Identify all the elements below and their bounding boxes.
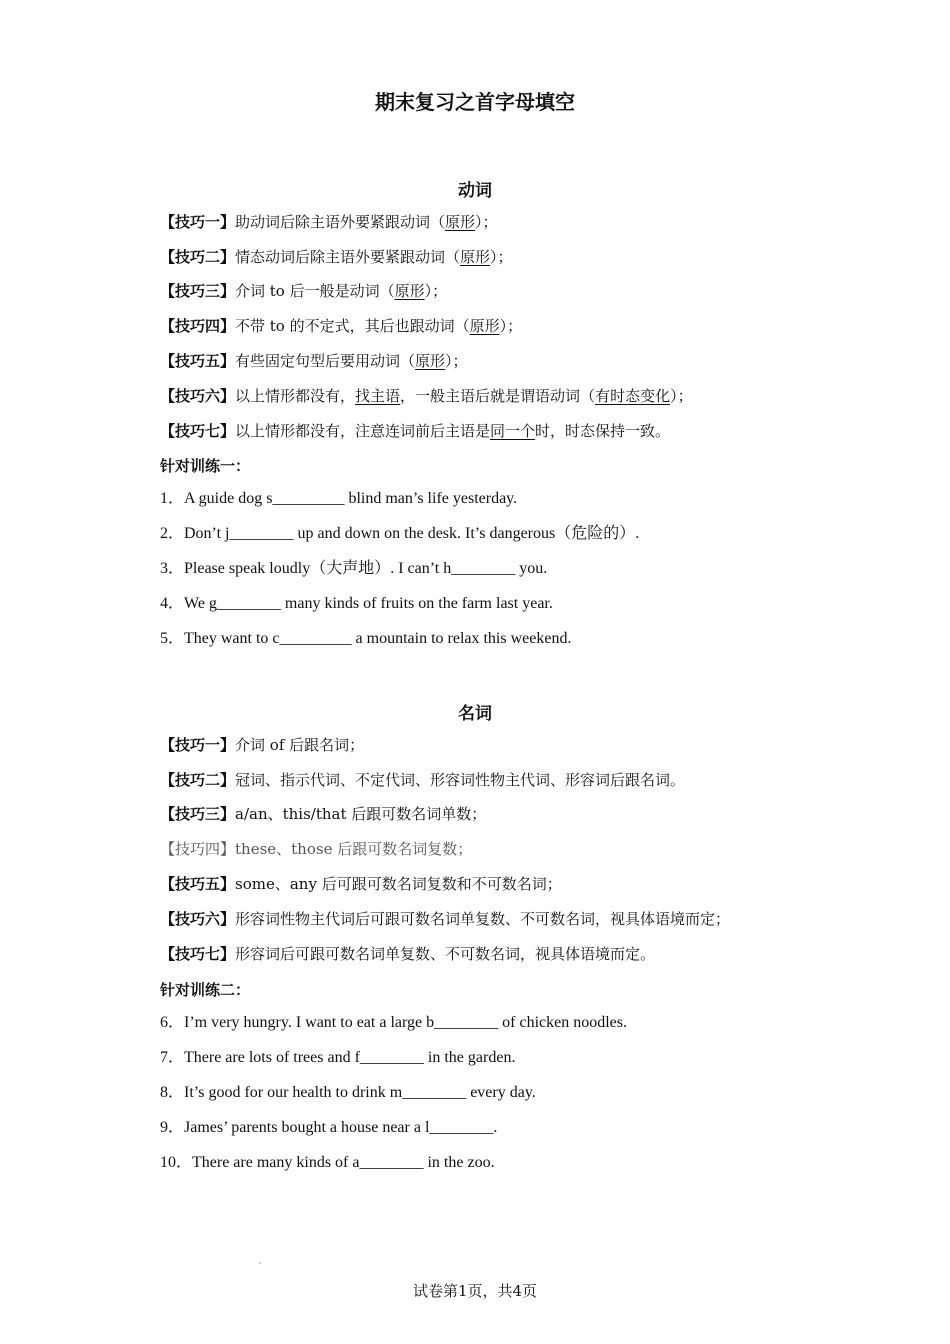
noun-tip-1: 【技巧一】介词 of 后跟名词； [160,736,365,754]
section-heading-noun: 名词 [458,704,492,724]
verb-tip-7: 【技巧七】以上情形都没有，注意连词前后主语是同一个时，时态保持一致。 [160,422,671,440]
tip-label: 【技巧七】 [160,422,236,440]
section-heading-verb: 动词 [458,181,492,201]
question-4: 4．We g________ many kinds of fruits on the farm last year. [160,595,553,612]
noun-tip-2: 【技巧二】冠词、指示代词、不定代词、形容词性物主代词、形容词后跟名词。 [160,771,686,789]
question-3: 3．Please speak loudly（大声地）. I can’t h________ you. [160,560,548,577]
tip-label: 【技巧三】 [160,805,236,823]
question-1: 1．A guide dog s_________ blind man’s life yesterday. [160,490,518,507]
tip-label: 【技巧七】 [160,945,236,963]
tip-label: 【技巧三】 [160,282,236,300]
tip-label: 【技巧六】 [160,387,236,405]
verb-tip-4: 【技巧四】不带 to 的不定式，其后也跟动词（原形）； [160,317,523,335]
verb-tip-3: 【技巧三】介词 to 后一般是动词（原形）； [160,282,448,300]
tip-label: 【技巧一】 [160,736,236,754]
tip-label: 【技巧六】 [160,910,236,928]
speck-mark [259,1262,261,1264]
noun-tip-5: 【技巧五】some、any 后可跟可数名词复数和不可数名词； [160,875,562,893]
tip-label: 【技巧一】 [160,213,236,231]
tip-label: 【技巧二】 [160,771,236,789]
verb-tip-2: 【技巧二】情态动词后除主语外要紧跟动词（原形）； [160,248,513,266]
tip-label: 【技巧二】 [160,248,236,266]
noun-tip-6: 【技巧六】形容词性物主代词后可跟可数名词单复数、不可数名词，视具体语境而定； [160,910,731,928]
noun-tip-4: 【技巧四】these、those 后跟可数名词复数； [160,840,473,858]
question-6: 6．I’m very hungry. I want to eat a large b________ of chicken noodles. [160,1014,627,1031]
question-8: 8．It’s good for our health to drink m________ every day. [160,1084,536,1101]
verb-tip-5: 【技巧五】有些固定句型后要用动词（原形）； [160,352,468,370]
page-title: 期末复习之首字母填空 [375,90,575,114]
noun-tip-7: 【技巧七】形容词后可跟可数名词单复数、不可数名词，视具体语境而定。 [160,945,656,963]
practice-label-1: 针对训练一： [160,457,251,475]
tip-label: 【技巧四】 [160,317,236,335]
question-7: 7．There are lots of trees and f________ in the garden. [160,1049,516,1066]
practice-label-2: 针对训练二： [160,981,251,999]
page-footer: 试卷第1页，共4页 [412,1282,538,1300]
question-10: 10．There are many kinds of a________ in the zoo. [160,1154,495,1171]
question-5: 5．They want to c_________ a mountain to relax this weekend. [160,630,572,647]
tip-label: 【技巧五】 [160,352,236,370]
verb-tip-1: 【技巧一】助动词后除主语外要紧跟动词（原形）； [160,213,498,231]
noun-tip-3: 【技巧三】a/an、this/that 后跟可数名词单数； [160,805,487,823]
tip-label: 【技巧五】 [160,875,236,893]
question-2: 2．Don’t j________ up and down on the desk. It’s dangerous（危险的）. [160,525,640,542]
tip-label: 【技巧四】 [160,840,236,858]
question-9: 9．James’ parents bought a house near a l________. [160,1119,498,1136]
verb-tip-6: 【技巧六】以上情形都没有，找主语，一般主语后就是谓语动词（有时态变化）； [160,387,693,405]
